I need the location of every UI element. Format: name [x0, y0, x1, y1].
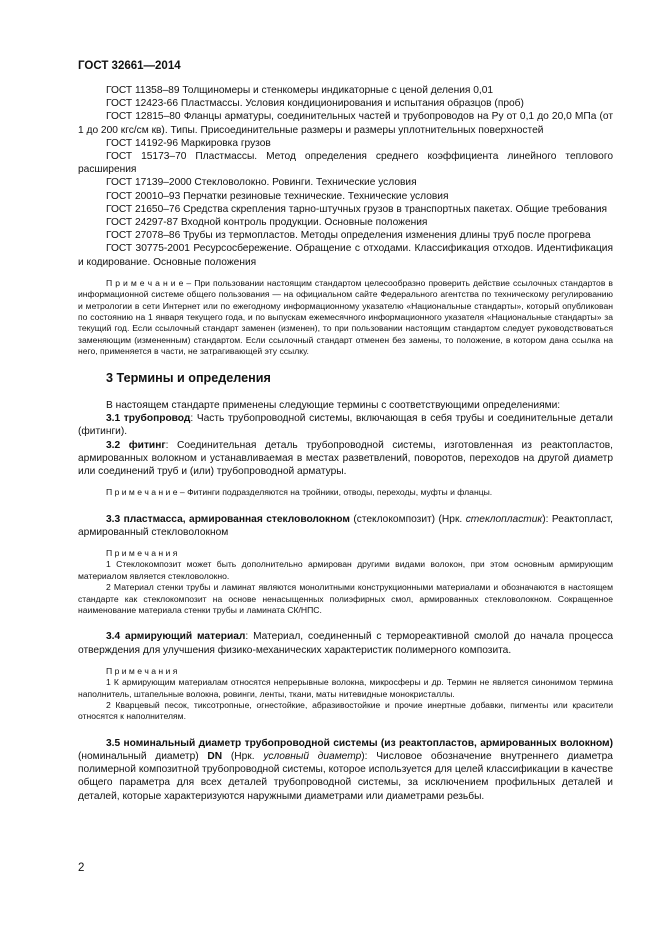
term-definition: ): Числовое обозначение внутреннего диаметра полимерной композитной трубопроводной системы, которое используется для целей классификации в качестве общего параметра для всех деталей трубопроводной системы, за исключением профильных деталей и деталей, которые характеризуются наружными диаметрами или диаметрами резьбы. [78, 751, 613, 802]
reference-item: ГОСТ 12815–80 Фланцы арматуры, соединительных частей и трубопроводов на Ру от 0,1 до 20,0 МПа (от 1 до 200 кгс/см кв). Типы. Присоединительные размеры и размеры уплотнительных поверхностей [78, 111, 613, 136]
term-3-3 [78, 513, 613, 539]
note-item: 1 К армирующим материалам относятся непрерывные волокна, микросферы и др. Термин не является синонимом термина наполнитель, штапельные волокна, ровинги, ленты, ткани, маты нитевидные монокристаллы. [78, 677, 613, 699]
note-text: – Фитинги подразделяются на тройники, отводы, переходы, муфты и фланцы. [177, 487, 493, 498]
reference-item: ГОСТ 11358–89 Толщиномеры и стенкомеры индикаторные с ценой деления 0,01 [106, 85, 494, 96]
term-name: 3.3 пластмасса, армированная стекловолокном [106, 513, 350, 525]
term-name: 3.1 трубопровод [106, 413, 191, 425]
references-note [78, 278, 613, 358]
term-definition: ): Реактопласт, армированный стекловолокном [78, 513, 613, 538]
note-item: 2 Кварцевый песок, тиксотропные, огнестойкие, абразивостойкие и прочие инертные добавки, пигменты или красители относятся к наполнителям. [78, 699, 613, 722]
reference-item: ГОСТ 27078–86 Трубы из термопластов. Методы определения изменения длины труб после прогрева [106, 230, 591, 242]
section-intro: В настоящем стандарте применены следующие термины с соответствующими определениями: [106, 399, 561, 411]
term-definition: : Материал, соединенный с термореактивной смолой до начала процесса отверждения для улучшения физико-механических характеристик полимерного композита. [78, 631, 613, 656]
reference-item: ГОСТ 12423-66 Пластмассы. Условия кондиционирования и испытания образцов (проб) [106, 98, 524, 110]
term-name: 3.5 номинальный диаметр трубопроводной системы (из реактопластов, армированных волокном) [106, 737, 613, 749]
term-definition: : Часть трубопроводной системы, включающая в себя трубы и соединительные детали (фитинги). [78, 413, 613, 438]
note-item: 2 Материал стенки трубы и ламинат являются монолитными конструкционными материалами и обозначаются в настоящем стандарте как стеклокомпозит на основе ненасыщенных полиэфирных смол, армированных стекловолокном. Сокращенное наименование материала стенки трубы и ламината СК/НПС. [78, 582, 613, 615]
reference-item: ГОСТ 20010–93 Перчатки резиновые технические. Технические условия [106, 190, 449, 202]
reference-item: ГОСТ 14192-96 Маркировка грузов [106, 137, 271, 149]
term-synonym: (номинальный диаметр) [78, 751, 208, 762]
term-name: 3.2 фитинг [106, 439, 166, 451]
reference-item: ГОСТ 30775-2001 Ресурсосбережение. Обращение с отходами. Классификация отходов. Идентификация и кодирование. Основные положения [78, 243, 613, 268]
references-list [78, 84, 613, 269]
reference-item: ГОСТ 17139–2000 Стекловолокно. Ровинги. Технические условия [106, 177, 417, 189]
term-name: 3.4 армирующий материал [106, 631, 246, 643]
term-3-2 [78, 439, 613, 479]
reference-item: ГОСТ 15173–70 Пластмассы. Метод определения среднего коэффициента линейного теплового расширения [78, 151, 613, 176]
reference-item: ГОСТ 24297-87 Входной контроль продукции. Основные положения [106, 217, 428, 229]
term-synonym: (стеклокомпозит) (Нрк. [349, 513, 466, 525]
deprecated-term: стеклопластик [465, 513, 543, 525]
term-3-1 [78, 412, 613, 438]
reference-item: ГОСТ 21650–76 Средства скрепления тарно-штучных грузов в транспортных пакетах. Общие требования [106, 203, 608, 215]
page-number: 2 [78, 862, 85, 874]
term-symbol: DN [207, 751, 223, 762]
term-3-2-note [78, 487, 613, 498]
note-item: 1 Стеклокомпозит может быть дополнительно армирован другими видами волокон, при этом основным армирующим материалом является стекловолокно. [78, 559, 613, 581]
page-content [78, 84, 613, 803]
section-title: 3 Термины и определения [106, 370, 271, 385]
term-3-5 [78, 737, 613, 803]
term-definition: : Соединительная деталь трубопроводной системы, изготовленная из реактопластов, армированных волокном и устанавливаемая в местах разветвлений, поворотов, переходов на другой диаметр или соединений труб и (или) трубопроводной арматуры. [78, 439, 613, 477]
deprecated-term: условный диаметр [263, 751, 362, 762]
term-3-4 [78, 630, 613, 656]
deprecated-prefix: (Нрк. [222, 751, 264, 762]
note-text: – При пользовании настоящим стандартом целесообразно проверить действие ссылочных стандартов в информационной системе общего пользования — на официальном сайте Федерального агентства по техническому регулированию и метрологии в сети Интернет или по ежегодному информационному указателю «Национальные стандарты», который опубликован по состоянию на 1 января текущего года, и по выпускам ежемесячного информационного указателя «Национальные стандарты» за текущий год. Если ссылочный стандарт заменен (изменен), то при пользовании настоящим стандартом следует руководствоваться заменяющим (измененным) стандартом. Если ссылочный стандарт отменен без замены, то положение, в котором дана ссылка на него, применяется в части, не затрагивающей эту ссылку. [78, 277, 613, 357]
note-label: П р и м е ч а н и е [106, 277, 184, 288]
note-label: П р и м е ч а н и е [106, 487, 178, 498]
notes-label: П р и м е ч а н и я [106, 665, 178, 676]
notes-label: П р и м е ч а н и я [106, 547, 178, 558]
document-header: ГОСТ 32661—2014 [78, 60, 181, 72]
